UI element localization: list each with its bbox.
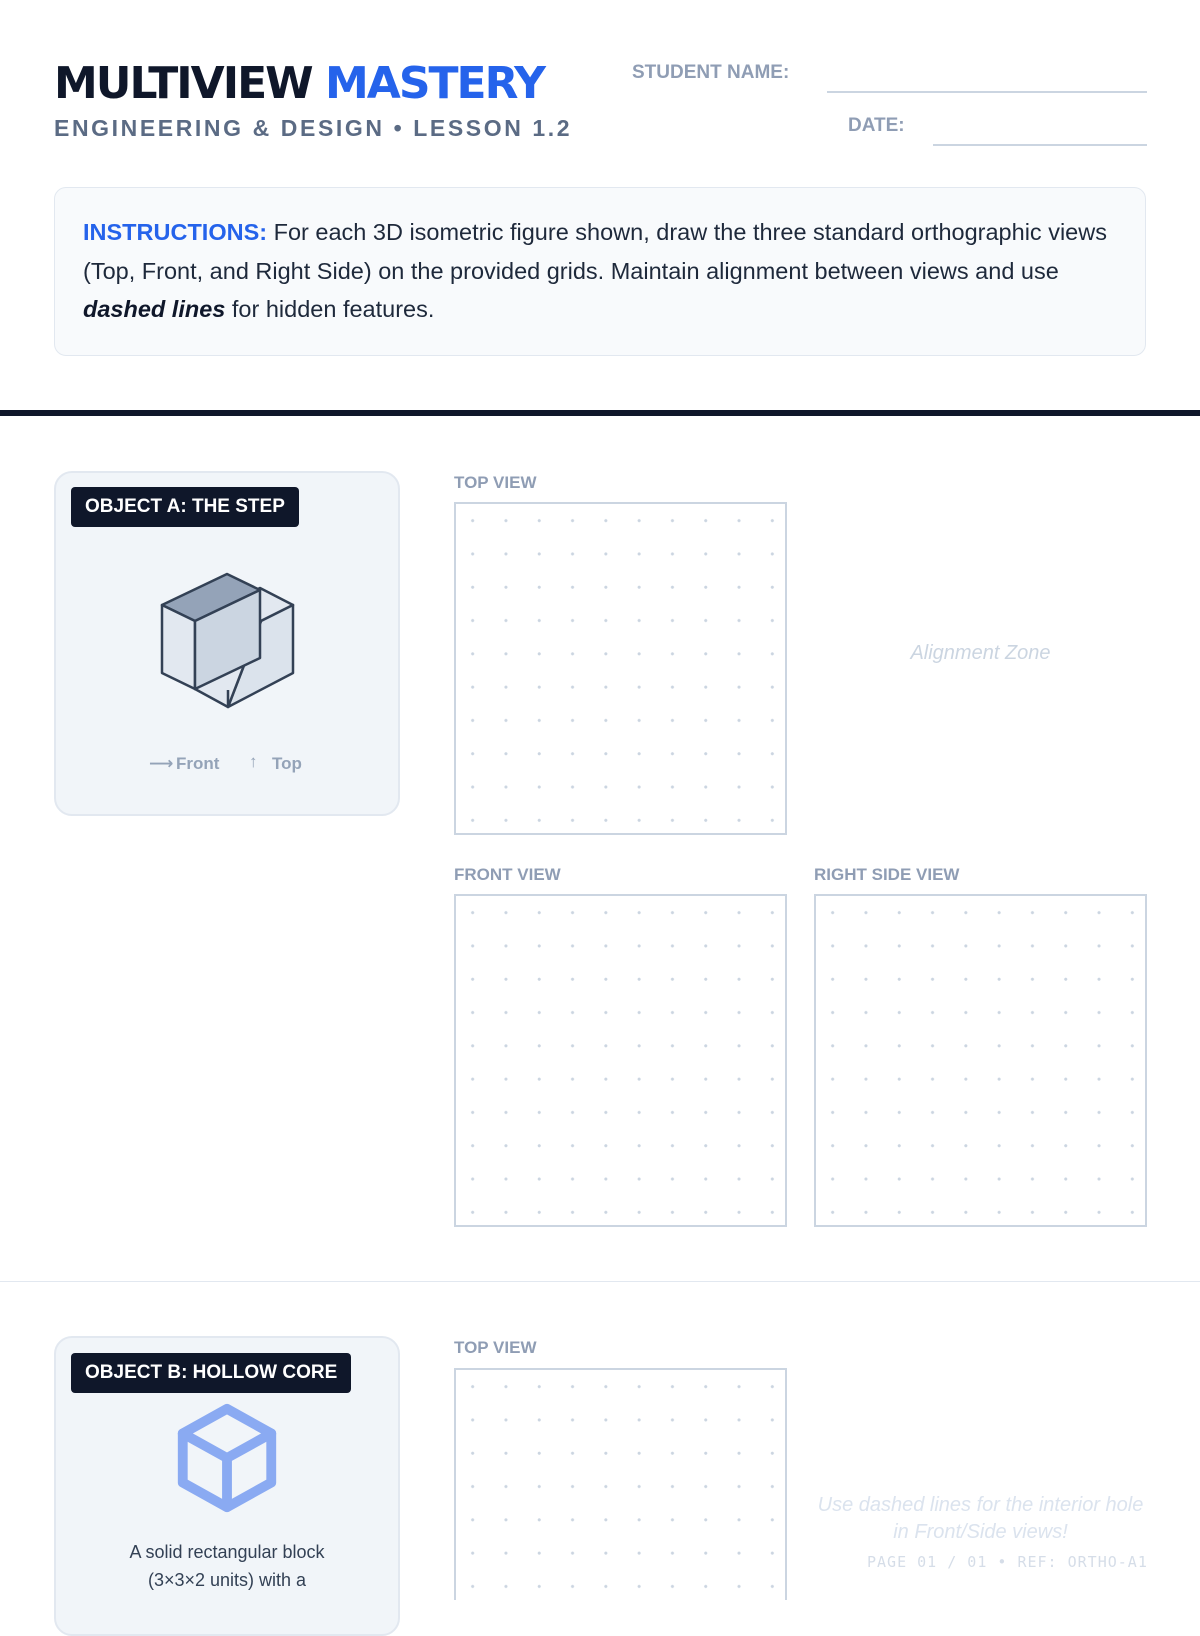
instructions-box — [54, 187, 1146, 356]
object-a-front-view-grid[interactable] — [454, 894, 787, 1227]
instructions-lead: INSTRUCTIONS: — [83, 219, 268, 245]
alignment-zone-hint: Alignment Zone — [910, 642, 1051, 664]
top-arrow-icon: ↑ — [249, 752, 258, 771]
step-isometric-icon — [150, 565, 300, 710]
object-b-top-view-grid[interactable] — [454, 1368, 787, 1600]
object-divider — [0, 1281, 1200, 1282]
object-b-description: A solid rectangular block (3×3×2 units) with a — [129, 1542, 325, 1590]
instructions-emphasis: dashed lines — [83, 296, 226, 322]
object-a-top-view-grid[interactable] — [454, 502, 787, 835]
section-divider — [0, 410, 1200, 416]
object-a-top-view-label: TOP VIEW — [454, 473, 537, 492]
date-field[interactable] — [933, 144, 1147, 146]
instructions-text-end: for hidden features. — [225, 296, 435, 322]
object-a-badge: OBJECT A: THE STEP — [71, 487, 299, 527]
front-arrow-icon: ⟶ — [149, 754, 174, 773]
student-name-label: STUDENT NAME: — [632, 62, 790, 83]
date-label: DATE: — [848, 115, 905, 136]
front-direction-label: Front — [176, 754, 220, 773]
instructions-text: For each 3D isometric figure shown, draw the three standard orthographic views (Top, Front, and Right Side) on the provided grids. Maintain alignment between views and use — [83, 219, 1107, 284]
page-title — [54, 54, 544, 114]
object-a-right-view-label: RIGHT SIDE VIEW — [814, 865, 960, 884]
top-direction-label: Top — [272, 754, 302, 773]
page-subtitle: ENGINEERING & DESIGN • LESSON 1.2 — [54, 115, 573, 141]
hidden-lines-hint: Use dashed lines for the interior hole in Front/Side views! — [817, 1494, 1144, 1543]
object-b-badge: OBJECT B: HOLLOW CORE — [71, 1353, 351, 1393]
page-reference: PAGE 01 / 01 • REF: ORTHO-A1 — [867, 1553, 1148, 1571]
cube-icon — [168, 1396, 286, 1520]
title-part-1: MULTIVIEW — [54, 58, 312, 109]
object-a-right-view-grid[interactable] — [814, 894, 1147, 1227]
student-name-field[interactable] — [827, 91, 1147, 93]
title-part-2: MASTERY — [325, 58, 544, 109]
object-a-front-view-label: FRONT VIEW — [454, 865, 561, 884]
object-b-top-view-label: TOP VIEW — [454, 1338, 537, 1357]
